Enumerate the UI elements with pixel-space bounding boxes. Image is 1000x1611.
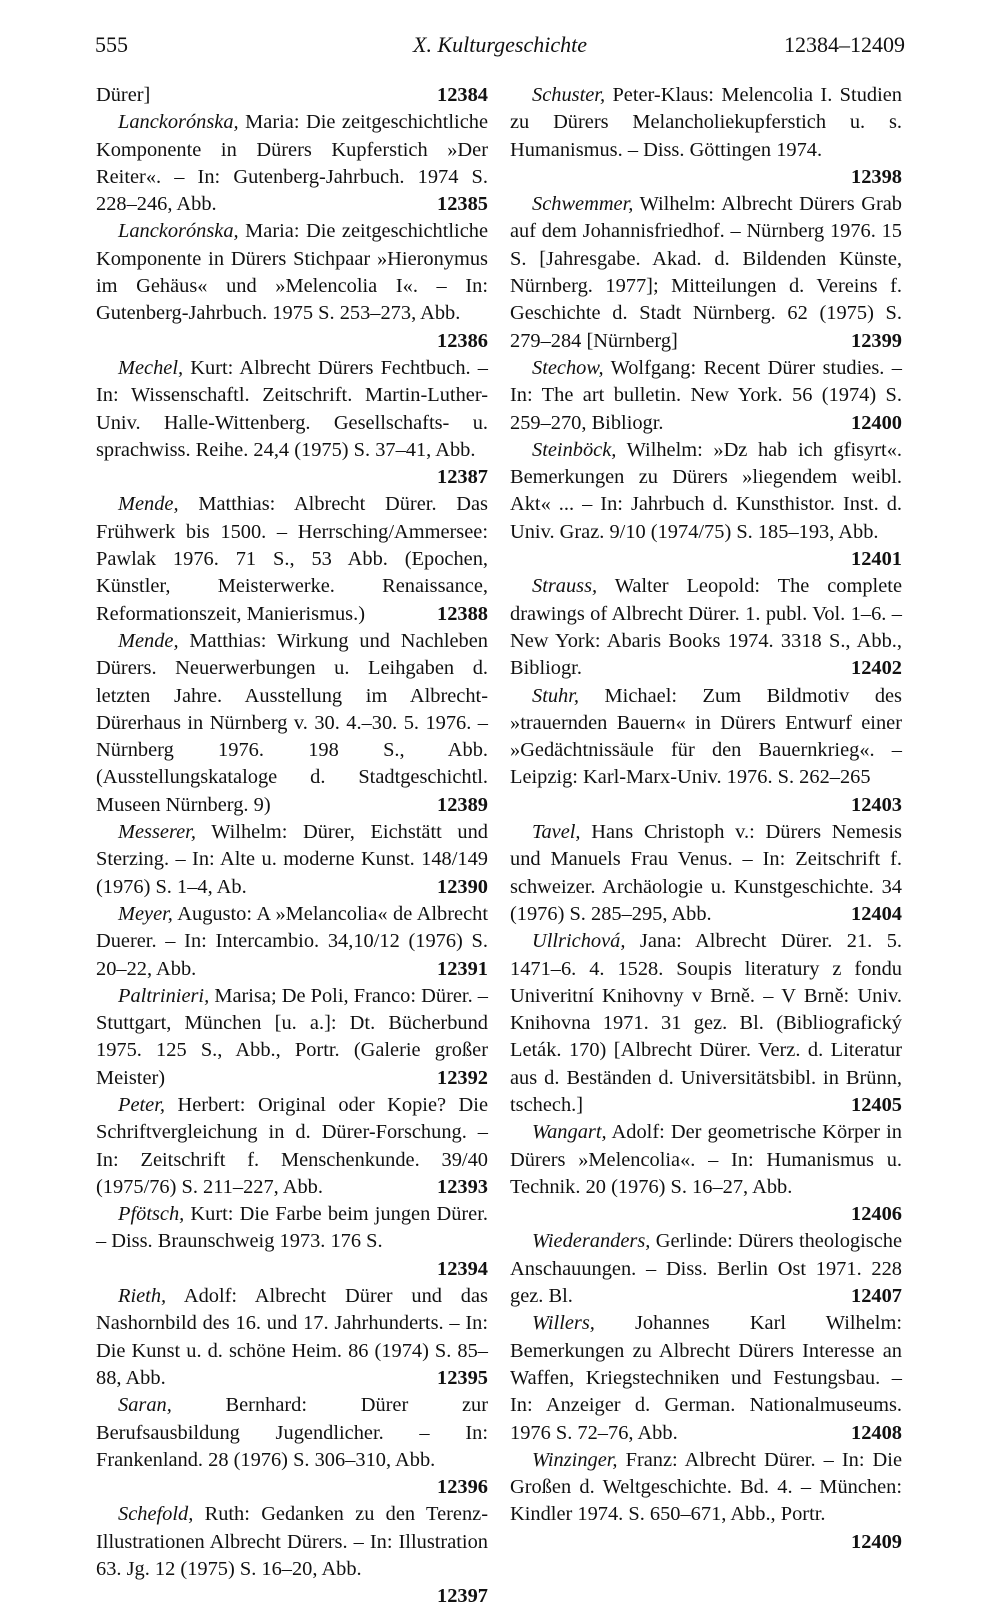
bibliography-entry xyxy=(96,901,488,983)
entry-number: 12405 xyxy=(851,1093,902,1116)
bibliography-entry xyxy=(96,1283,488,1392)
bibliography-entry xyxy=(510,355,902,437)
entry-number: 12406 xyxy=(851,1203,902,1226)
entry-number: 12386 xyxy=(437,329,488,352)
entry-number: 12388 xyxy=(437,602,488,625)
entry-text: Peter-Klaus: Melencolia I. Studien zu Dürers Melancholiekupferstich u. s. Humanismus. – Diss. Göttingen 1974. xyxy=(510,84,902,161)
entry-number: 12391 xyxy=(437,957,488,980)
entry-author: Winzinger, xyxy=(532,1448,618,1471)
bibliography-entry xyxy=(510,573,902,682)
entry-number: 12385 xyxy=(437,193,488,216)
left-column xyxy=(96,82,488,1611)
bibliography-entry xyxy=(96,491,488,627)
entry-text: Hans Christoph v.: Dürers Nemesis und Manuels Frau Venus. – In: Zeitschrift f. schweizer. Archäologie u. Kunstgeschichte. 34 (1976) S. 285–295, Abb. xyxy=(510,821,902,925)
entry-author: Schefold, xyxy=(118,1503,194,1526)
bibliography-entry xyxy=(510,437,902,573)
entry-author: Lanckorónska, xyxy=(118,220,239,243)
entry-number: 12394 xyxy=(437,1257,488,1280)
bibliography-entry xyxy=(510,683,902,819)
entry-text: Jana: Albrecht Dürer. 21. 5. 1471–6. 4. 1528. Soupis literatury z fondu Univeritní Knihovny v Brně. – V Brně: Univ. Knihovna 1971. 31 gez. Bl. (Bibliografický Leták. 170) [Albrecht Dürer. Verz. d. Literatur aus d. Beständen d. Universitätsbibl. in Brünn, tschech.] xyxy=(510,930,902,1116)
entry-author: Schuster, xyxy=(532,84,606,106)
bibliography-entry xyxy=(96,355,488,491)
right-column xyxy=(510,82,902,1556)
entry-author: Stuhr, xyxy=(532,684,580,707)
entry-author: Peter, xyxy=(118,1093,165,1116)
entry-author: Rieth, xyxy=(118,1285,167,1308)
entry-text: Dürer] xyxy=(96,84,151,106)
entry-text: Adolf: Albrecht Dürer und das Nashornbild des 16. und 17. Jahrhunderts. – In: Die Kunst u. d. schöne Heim. 86 (1974) S. 85–88, Abb. xyxy=(96,1285,488,1389)
bibliography-entry xyxy=(96,1092,488,1201)
bibliography-entry xyxy=(96,819,488,901)
bibliography-entry xyxy=(96,1501,488,1610)
bibliography-entry xyxy=(96,983,488,1092)
entry-text: Wilhelm: »Dz hab ich gfisyrt«. Bemerkungen zu Dürers »liegendem weibl. Akt« ... – In: Jahrbuch d. Kunsthistor. Inst. d. Univ. Graz. 9/10 (1974/75) S. 185–193, Abb. xyxy=(510,438,902,543)
entry-number: 12389 xyxy=(437,793,488,816)
entry-number: 12393 xyxy=(437,1175,488,1198)
entry-number: 12396 xyxy=(437,1476,488,1499)
bibliography-entry xyxy=(96,82,488,109)
bibliography-entry xyxy=(96,109,488,218)
entry-text: Adolf: Der geometrische Körper in Dürers »Melencolia«. – In: Humanismus u. Technik. 20 (1976) S. 16–27, Abb. xyxy=(510,1121,902,1198)
entry-author: Mende, xyxy=(118,493,179,516)
page-number: 555 xyxy=(95,32,128,57)
entry-author: Paltrinieri, xyxy=(118,984,210,1007)
entry-number: 12404 xyxy=(851,902,902,925)
bibliography-entry xyxy=(96,218,488,354)
entry-text: Herbert: Original oder Kopie? Die Schriftvergleichung in d. Dürer-Forschung. – In: Zeitschrift f. Menschenkunde. 39/40 (1975/76) S. 211–227, Abb. xyxy=(96,1093,488,1198)
entry-text: Michael: Zum Bildmotiv des »trauernden Bauern« in Dürers Entwurf einer »Gedächtnissäule für den Bauernkrieg«. – Leipzig: Karl-Marx-Univ. 1976. S. 262–265 xyxy=(510,684,902,789)
entry-text: Maria: Die zeitgeschichtliche Komponente in Dürers Stichpaar »Hieronymus im Gehäus« und »Melencolia I«. – In: Gutenberg-Jahrbuch. 1975 S. 253–273, Abb. xyxy=(96,220,488,325)
entry-text: Johannes Karl Wilhelm: Bemerkungen zu Albrecht Dürers Interesse an Waffen, Kriegstechniken und Festungsbau. – In: Anzeiger d. German. Nationalmuseums. 1976 S. 72–76, Abb. xyxy=(510,1312,902,1444)
page-header xyxy=(95,32,905,64)
entry-author: Ullrichová, xyxy=(532,930,626,953)
entry-author: Messerer, xyxy=(118,821,196,844)
entry-text: Augusto: A »Melancolia« de Albrecht Duerer. – In: Intercambio. 34,10/12 (1976) S. 20–22, Abb. xyxy=(96,902,488,980)
entry-author: Pfötsch, xyxy=(118,1203,185,1226)
entry-number: 12390 xyxy=(437,875,488,898)
entry-text: Maria: Die zeitgeschichtliche Komponente in Dürers Kupferstich »Der Reiter«. – In: Gutenberg-Jahrbuch. 1974 S. 228–246, Abb. xyxy=(96,111,488,216)
bibliography-entry xyxy=(510,191,902,355)
entry-number: 12403 xyxy=(851,793,902,816)
entry-text: Walter Leopold: The complete drawings of Albrecht Dürer. 1. publ. Vol. 1–6. – New York: Abaris Books 1974. 3318 S., Abb., Bibliogr. xyxy=(510,575,902,680)
entry-author: Steinböck, xyxy=(532,438,617,461)
entry-author: Mende, xyxy=(118,629,179,652)
entry-number: 12395 xyxy=(437,1366,488,1389)
bibliography-entry xyxy=(510,1119,902,1228)
entry-author: Lanckorónska, xyxy=(118,111,239,134)
entry-number: 12397 xyxy=(437,1585,488,1608)
bibliography-entry xyxy=(510,82,902,191)
entry-text: Matthias: Wirkung und Nachleben Dürers. Neuerwerbungen u. Leihgaben d. letzten Jahre. Ausstellung im Albrecht-Dürerhaus in Nürnberg v. 30. 4.–30. 5. 1976. – Nürnberg 1976. 198 S., Abb. (Ausstellungskataloge d. Stadtgeschichtl. Museen Nürnberg. 9) xyxy=(96,629,488,816)
entry-text: Wilhelm: Albrecht Dürers Grab auf dem Johannisfriedhof. – Nürnberg 1976. 15 S. [Jahresgabe. Akad. d. Bildenden Künste, Nürnberg. 1977]; Mitteilungen d. Vereins f. Geschichte d. Stadt Nürnberg. 62 (1975) S. 279–284 [Nürnberg] xyxy=(510,193,902,352)
bibliography-entry xyxy=(96,1392,488,1501)
entry-number: 12407 xyxy=(851,1285,902,1308)
entry-text: Marisa; De Poli, Franco: Dürer. – Stuttgart, München [u. a.]: Dt. Bücherbund 1975. 125 S., Abb., Portr. (Galerie großer Meister) xyxy=(96,984,488,1089)
entry-text: Matthias: Albrecht Dürer. Das Frühwerk bis 1500. – Herrsching/Ammersee: Pawlak 1976. 71 S., 53 Abb. (Epochen, Künstler, Meisterwerke. Renaissance, Reformationszeit, Manierismus.) xyxy=(96,493,488,625)
bibliography-entry xyxy=(510,928,902,1119)
entry-number: 12408 xyxy=(851,1421,902,1444)
entry-author: Willers, xyxy=(532,1312,595,1335)
entry-author: Meyer, xyxy=(118,902,173,925)
entry-author: Wangart, xyxy=(532,1121,607,1144)
entry-text: Bernhard: Dürer zur Berufsausbildung Jugendlicher. – In: Frankenland. 28 (1976) S. 306–310, Abb. xyxy=(96,1394,488,1471)
entry-number: 12392 xyxy=(437,1066,488,1089)
entry-author: Strauss, xyxy=(532,575,598,598)
entry-number: 12409 xyxy=(851,1530,902,1553)
bibliography-entry xyxy=(510,1447,902,1556)
entry-author: Saran, xyxy=(118,1394,172,1417)
entry-text: Kurt: Albrecht Dürers Fechtbuch. – In: Wissenschaftl. Zeitschrift. Martin-Luther-Univ. Halle-Wittenberg. Gesellschafts- u. sprachwiss. Reihe. 24,4 (1975) S. 37–41, Abb. xyxy=(96,356,488,461)
entry-text: Franz: Albrecht Dürer. – In: Die Großen d. Weltgeschichte. Bd. 4. – München: Kindler 1974. S. 650–671, Abb., Portr. xyxy=(510,1448,902,1526)
entry-text: Kurt: Die Farbe beim jungen Dürer. – Diss. Braunschweig 1973. 176 S. xyxy=(96,1203,488,1253)
entry-number: 12402 xyxy=(851,657,902,680)
entry-number: 12398 xyxy=(851,165,902,188)
bibliography-entry xyxy=(510,1310,902,1446)
bibliography-entry xyxy=(510,819,902,928)
entry-text: Wilhelm: Dürer, Eichstätt und Sterzing. – In: Alte u. moderne Kunst. 148/149 (1976) S. 1–4, Ab. xyxy=(96,821,488,898)
entry-text: Gerlinde: Dürers theologische Anschauungen. – Diss. Berlin Ost 1971. 228 gez. Bl. xyxy=(510,1230,902,1308)
entry-number: 12384 xyxy=(437,84,488,106)
entry-author: Mechel, xyxy=(118,356,184,379)
entry-author: Wiederanders, xyxy=(532,1230,651,1253)
entry-number: 12387 xyxy=(437,466,488,489)
bibliography-entry xyxy=(96,628,488,819)
entry-author: Tavel, xyxy=(532,821,581,844)
bibliography-entry xyxy=(96,1201,488,1283)
entry-range: 12384–12409 xyxy=(784,32,905,57)
section-title: X. Kulturgeschichte xyxy=(413,32,587,57)
entry-text: Ruth: Gedanken zu den Terenz-Illustrationen Albrecht Dürers. – In: Illustration 63. Jg. 12 (1975) S. 16–20, Abb. xyxy=(96,1503,488,1581)
entry-number: 12399 xyxy=(851,329,902,352)
entry-number: 12401 xyxy=(851,548,902,571)
bibliography-entry xyxy=(510,1228,902,1310)
entry-author: Stechow, xyxy=(532,356,604,379)
entry-text: Wolfgang: Recent Dürer studies. – In: The art bulletin. New York. 56 (1974) S. 259–270, Bibliogr. xyxy=(510,356,902,434)
entry-number: 12400 xyxy=(851,411,902,434)
entry-author: Schwemmer, xyxy=(532,193,634,216)
